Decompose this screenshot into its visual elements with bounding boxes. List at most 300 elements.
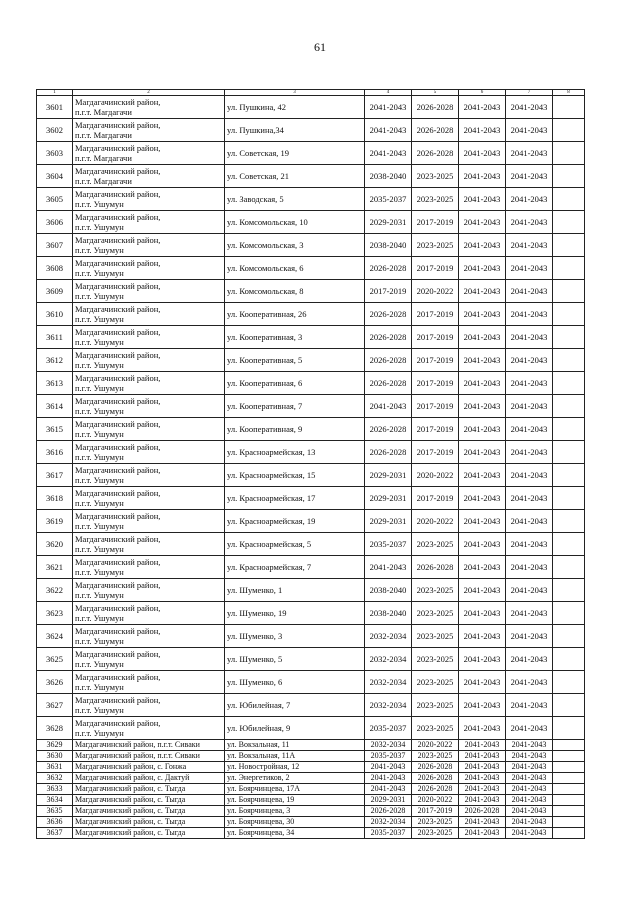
period-cell: 2029-2031 — [365, 510, 412, 533]
period-cell: 2029-2031 — [365, 795, 412, 806]
row-number: 3629 — [37, 740, 73, 751]
row-number: 3634 — [37, 795, 73, 806]
address-cell — [73, 671, 225, 694]
period-cell: 2041-2043 — [506, 773, 553, 784]
period-cell: 2041-2043 — [506, 211, 553, 234]
address-cell — [73, 165, 225, 188]
table-row — [37, 326, 585, 349]
settlement-name: п.г.т. Ушумун — [75, 475, 124, 485]
street-address: ул. Пушкина,34 — [225, 119, 365, 142]
period-cell: 2023-2025 — [412, 579, 459, 602]
period-cell: 2023-2025 — [412, 671, 459, 694]
street-address: ул. Пушкина, 42 — [225, 96, 365, 119]
period-cell: 2041-2043 — [459, 142, 506, 165]
period-cell: 2038-2040 — [365, 602, 412, 625]
district-name: Магдагачинский район, — [75, 396, 161, 406]
period-cell: 2041-2043 — [506, 372, 553, 395]
street-address: ул. Юбилейная, 9 — [225, 717, 365, 740]
period-cell: 2041-2043 — [365, 556, 412, 579]
period-cell — [553, 142, 585, 165]
period-cell — [553, 464, 585, 487]
period-cell: 2023-2025 — [412, 694, 459, 717]
table-row — [37, 510, 585, 533]
period-cell: 2041-2043 — [459, 165, 506, 188]
street-address: ул. Красноармейская, 5 — [225, 533, 365, 556]
street-address: ул. Советская, 21 — [225, 165, 365, 188]
period-cell: 2041-2043 — [506, 510, 553, 533]
period-cell — [553, 806, 585, 817]
period-cell: 2041-2043 — [506, 533, 553, 556]
period-cell: 2041-2043 — [459, 602, 506, 625]
period-cell: 2041-2043 — [506, 751, 553, 762]
period-cell: 2041-2043 — [459, 828, 506, 839]
address-cell — [73, 211, 225, 234]
period-cell: 2023-2025 — [412, 234, 459, 257]
period-cell: 2041-2043 — [459, 234, 506, 257]
district-name: Магдагачинский район, — [75, 120, 161, 130]
settlement-name: п.г.т. Ушумун — [75, 268, 124, 278]
period-cell: 2041-2043 — [459, 441, 506, 464]
period-cell: 2041-2043 — [365, 762, 412, 773]
period-cell: 2041-2043 — [506, 694, 553, 717]
table-row — [37, 372, 585, 395]
period-cell: 2041-2043 — [506, 257, 553, 280]
period-cell: 2023-2025 — [412, 648, 459, 671]
period-cell — [553, 648, 585, 671]
row-number: 3636 — [37, 817, 73, 828]
street-address: ул. Комсомольская, 6 — [225, 257, 365, 280]
street-address: ул. Шуменко, 1 — [225, 579, 365, 602]
table-row — [37, 165, 585, 188]
period-cell: 2029-2031 — [365, 487, 412, 510]
period-cell: 2041-2043 — [459, 751, 506, 762]
settlement-name: п.г.т. Ушумун — [75, 383, 124, 393]
period-cell: 2041-2043 — [506, 96, 553, 119]
period-cell — [553, 234, 585, 257]
district-name: Магдагачинский район, — [75, 235, 161, 245]
table-row — [37, 784, 585, 795]
period-cell: 2032-2034 — [365, 817, 412, 828]
period-cell: 2023-2025 — [412, 533, 459, 556]
address-cell — [73, 257, 225, 280]
period-cell: 2017-2019 — [412, 372, 459, 395]
period-cell: 2026-2028 — [412, 556, 459, 579]
settlement-name: п.г.т. Ушумун — [75, 705, 124, 715]
settlement-name: п.г.т. Ушумун — [75, 682, 124, 692]
row-number: 3618 — [37, 487, 73, 510]
period-cell: 2035-2037 — [365, 828, 412, 839]
row-number: 3606 — [37, 211, 73, 234]
address-cell — [73, 556, 225, 579]
period-cell — [553, 188, 585, 211]
settlement-name: п.г.т. Ушумун — [75, 590, 124, 600]
period-cell: 2035-2037 — [365, 533, 412, 556]
period-cell: 2017-2019 — [412, 257, 459, 280]
period-cell: 2026-2028 — [365, 806, 412, 817]
period-cell: 2041-2043 — [365, 395, 412, 418]
table-row — [37, 762, 585, 773]
period-cell — [553, 694, 585, 717]
period-cell: 2041-2043 — [506, 625, 553, 648]
period-cell: 2020-2022 — [412, 510, 459, 533]
period-cell — [553, 349, 585, 372]
address-cell — [73, 142, 225, 165]
street-address: ул. Шуменко, 5 — [225, 648, 365, 671]
table-row — [37, 795, 585, 806]
period-cell: 2038-2040 — [365, 579, 412, 602]
row-number: 3613 — [37, 372, 73, 395]
period-cell: 2041-2043 — [459, 625, 506, 648]
period-cell: 2023-2025 — [412, 751, 459, 762]
settlement-name: п.г.т. Ушумун — [75, 452, 124, 462]
address-cell — [73, 372, 225, 395]
period-cell: 2023-2025 — [412, 817, 459, 828]
row-number: 3605 — [37, 188, 73, 211]
column-number: 1 — [37, 90, 73, 96]
period-cell — [553, 303, 585, 326]
column-number: 6 — [459, 90, 506, 96]
period-cell: 2041-2043 — [459, 762, 506, 773]
row-number: 3628 — [37, 717, 73, 740]
period-cell: 2017-2019 — [412, 418, 459, 441]
settlement-name: п.г.т. Ушумун — [75, 521, 124, 531]
period-cell: 2041-2043 — [506, 165, 553, 188]
column-number: 4 — [365, 90, 412, 96]
period-cell — [553, 740, 585, 751]
street-address: ул. Кооперативная, 6 — [225, 372, 365, 395]
period-cell: 2041-2043 — [506, 188, 553, 211]
district-name: Магдагачинский район, — [75, 189, 161, 199]
period-cell: 2017-2019 — [412, 211, 459, 234]
settlement-name: п.г.т. Магдагачи — [75, 153, 132, 163]
period-cell — [553, 372, 585, 395]
settlement-name: п.г.т. Ушумун — [75, 245, 124, 255]
period-cell — [553, 257, 585, 280]
period-cell: 2041-2043 — [459, 671, 506, 694]
period-cell — [553, 487, 585, 510]
settlement-name: п.г.т. Ушумун — [75, 360, 124, 370]
street-address: ул. Красноармейская, 15 — [225, 464, 365, 487]
table-row — [37, 806, 585, 817]
settlement-name: п.г.т. Ушумун — [75, 406, 124, 416]
period-cell: 2041-2043 — [506, 784, 553, 795]
column-number: 5 — [412, 90, 459, 96]
period-cell: 2017-2019 — [412, 395, 459, 418]
period-cell: 2041-2043 — [459, 773, 506, 784]
table-row — [37, 625, 585, 648]
street-address: ул. Красноармейская, 19 — [225, 510, 365, 533]
row-number: 3619 — [37, 510, 73, 533]
settlement-name: п.г.т. Магдагачи — [75, 176, 132, 186]
street-address: ул. Кооперативная, 26 — [225, 303, 365, 326]
period-cell: 2041-2043 — [506, 556, 553, 579]
period-cell: 2041-2043 — [506, 648, 553, 671]
row-number: 3635 — [37, 806, 73, 817]
street-address: ул. Красноармейская, 7 — [225, 556, 365, 579]
period-cell: 2041-2043 — [506, 234, 553, 257]
settlement-name: п.г.т. Ушумун — [75, 337, 124, 347]
table-row — [37, 96, 585, 119]
district-name: Магдагачинский район, — [75, 557, 161, 567]
period-cell: 2026-2028 — [412, 142, 459, 165]
district-name: Магдагачинский район, — [75, 97, 161, 107]
table-row — [37, 828, 585, 839]
period-cell — [553, 533, 585, 556]
row-number: 3616 — [37, 441, 73, 464]
settlement-name: п.г.т. Ушумун — [75, 199, 124, 209]
period-cell: 2038-2040 — [365, 165, 412, 188]
street-address: ул. Комсомольская, 8 — [225, 280, 365, 303]
period-cell: 2023-2025 — [412, 188, 459, 211]
district-name: Магдагачинский район, — [75, 327, 161, 337]
district-name: Магдагачинский район, — [75, 442, 161, 452]
period-cell: 2026-2028 — [365, 418, 412, 441]
period-cell — [553, 165, 585, 188]
period-cell: 2041-2043 — [459, 717, 506, 740]
period-cell — [553, 510, 585, 533]
settlement-name: п.г.т. Ушумун — [75, 728, 124, 738]
period-cell: 2035-2037 — [365, 188, 412, 211]
period-cell: 2041-2043 — [459, 487, 506, 510]
row-number: 3620 — [37, 533, 73, 556]
street-address: ул. Красноармейская, 17 — [225, 487, 365, 510]
period-cell: 2035-2037 — [365, 751, 412, 762]
address-cell — [73, 418, 225, 441]
row-number: 3602 — [37, 119, 73, 142]
street-address: ул. Боярчинцева, 34 — [225, 828, 365, 839]
address-cell — [73, 234, 225, 257]
period-cell — [553, 773, 585, 784]
row-number: 3622 — [37, 579, 73, 602]
address-cell — [73, 625, 225, 648]
table-row — [37, 817, 585, 828]
settlement-name: п.г.т. Ушумун — [75, 314, 124, 324]
settlement-name: п.г.т. Магдагачи — [75, 107, 132, 117]
period-cell: 2041-2043 — [506, 464, 553, 487]
period-cell: 2026-2028 — [412, 762, 459, 773]
address-cell — [73, 648, 225, 671]
district-name: Магдагачинский район, — [75, 718, 161, 728]
district-name: Магдагачинский район, — [75, 626, 161, 636]
street-address: ул. Энергетиков, 2 — [225, 773, 365, 784]
period-cell: 2041-2043 — [459, 349, 506, 372]
period-cell: 2041-2043 — [506, 119, 553, 142]
period-cell: 2026-2028 — [365, 257, 412, 280]
table-row — [37, 694, 585, 717]
address-cell: Магдагачинский район, с. Тыгда — [73, 828, 225, 839]
address-cell — [73, 533, 225, 556]
period-cell — [553, 717, 585, 740]
period-cell: 2041-2043 — [459, 280, 506, 303]
district-name: Магдагачинский район, — [75, 465, 161, 475]
table-row — [37, 119, 585, 142]
period-cell: 2026-2028 — [365, 441, 412, 464]
period-cell: 2041-2043 — [506, 602, 553, 625]
period-cell: 2041-2043 — [459, 418, 506, 441]
period-cell: 2041-2043 — [506, 326, 553, 349]
period-cell: 2041-2043 — [365, 96, 412, 119]
district-name: Магдагачинский район, — [75, 511, 161, 521]
period-cell: 2023-2025 — [412, 602, 459, 625]
period-cell: 2041-2043 — [459, 188, 506, 211]
period-cell — [553, 817, 585, 828]
column-number: 7 — [506, 90, 553, 96]
settlement-name: п.г.т. Ушумун — [75, 544, 124, 554]
row-number: 3608 — [37, 257, 73, 280]
period-cell: 2041-2043 — [459, 784, 506, 795]
district-name: Магдагачинский район, — [75, 212, 161, 222]
address-cell — [73, 694, 225, 717]
district-name: Магдагачинский район, — [75, 258, 161, 268]
table-row — [37, 211, 585, 234]
period-cell — [553, 211, 585, 234]
street-address: ул. Красноармейская, 13 — [225, 441, 365, 464]
address-cell — [73, 119, 225, 142]
address-cell — [73, 441, 225, 464]
period-cell: 2041-2043 — [459, 510, 506, 533]
period-cell: 2041-2043 — [506, 142, 553, 165]
street-address: ул. Заводская, 5 — [225, 188, 365, 211]
row-number: 3633 — [37, 784, 73, 795]
period-cell: 2038-2040 — [365, 234, 412, 257]
row-number: 3617 — [37, 464, 73, 487]
row-number: 3626 — [37, 671, 73, 694]
address-cell — [73, 602, 225, 625]
period-cell — [553, 625, 585, 648]
period-cell: 2041-2043 — [506, 671, 553, 694]
period-cell: 2023-2025 — [412, 717, 459, 740]
period-cell: 2032-2034 — [365, 625, 412, 648]
period-cell: 2041-2043 — [459, 96, 506, 119]
district-name: Магдагачинский район, — [75, 488, 161, 498]
column-number: 3 — [225, 90, 365, 96]
period-cell: 2041-2043 — [459, 211, 506, 234]
period-cell — [553, 556, 585, 579]
period-cell: 2026-2028 — [365, 349, 412, 372]
table-row — [37, 280, 585, 303]
street-address: ул. Юбилейная, 7 — [225, 694, 365, 717]
table-row — [37, 441, 585, 464]
row-number: 3632 — [37, 773, 73, 784]
period-cell: 2041-2043 — [459, 303, 506, 326]
street-address: ул. Комсомольская, 10 — [225, 211, 365, 234]
table-body — [37, 90, 585, 839]
settlement-name: п.г.т. Ушумун — [75, 498, 124, 508]
street-address: ул. Вокзальная, 11А — [225, 751, 365, 762]
period-cell: 2041-2043 — [459, 533, 506, 556]
street-address: ул. Боярчинцева, 17А — [225, 784, 365, 795]
row-number: 3610 — [37, 303, 73, 326]
district-name: Магдагачинский район, — [75, 534, 161, 544]
table-row — [37, 717, 585, 740]
period-cell: 2017-2019 — [412, 349, 459, 372]
address-cell — [73, 579, 225, 602]
period-cell: 2032-2034 — [365, 740, 412, 751]
period-cell: 2035-2037 — [365, 717, 412, 740]
table-row — [37, 349, 585, 372]
district-name: Магдагачинский район, — [75, 649, 161, 659]
period-cell: 2041-2043 — [459, 648, 506, 671]
address-cell — [73, 326, 225, 349]
period-cell: 2041-2043 — [459, 817, 506, 828]
period-cell: 2017-2019 — [412, 441, 459, 464]
period-cell: 2017-2019 — [365, 280, 412, 303]
period-cell: 2026-2028 — [412, 773, 459, 784]
address-cell: Магдагачинский район, с. Гонжа — [73, 762, 225, 773]
period-cell: 2041-2043 — [506, 717, 553, 740]
street-address: ул. Боярчинцева, 19 — [225, 795, 365, 806]
table-row — [37, 751, 585, 762]
period-cell: 2041-2043 — [459, 326, 506, 349]
period-cell: 2026-2028 — [412, 96, 459, 119]
table-row — [37, 740, 585, 751]
street-address: ул. Вокзальная, 11 — [225, 740, 365, 751]
street-address: ул. Шуменко, 3 — [225, 625, 365, 648]
table-row — [37, 533, 585, 556]
street-address: ул. Советская, 19 — [225, 142, 365, 165]
street-address: ул. Боярчинцева, 30 — [225, 817, 365, 828]
period-cell: 2041-2043 — [459, 372, 506, 395]
period-cell — [553, 441, 585, 464]
address-cell — [73, 349, 225, 372]
table-row — [37, 257, 585, 280]
period-cell: 2032-2034 — [365, 694, 412, 717]
address-cell — [73, 96, 225, 119]
address-cell: Магдагачинский район, с. Дактуй — [73, 773, 225, 784]
row-number: 3611 — [37, 326, 73, 349]
period-cell: 2041-2043 — [506, 817, 553, 828]
address-cell — [73, 487, 225, 510]
settlement-name: п.г.т. Ушумун — [75, 613, 124, 623]
table-row — [37, 671, 585, 694]
period-cell: 2032-2034 — [365, 671, 412, 694]
row-number: 3624 — [37, 625, 73, 648]
row-number: 3627 — [37, 694, 73, 717]
period-cell: 2032-2034 — [365, 648, 412, 671]
period-cell: 2041-2043 — [365, 773, 412, 784]
table-row — [37, 487, 585, 510]
period-cell — [553, 671, 585, 694]
row-number: 3637 — [37, 828, 73, 839]
column-number: 8 — [553, 90, 585, 96]
period-cell: 2041-2043 — [506, 762, 553, 773]
period-cell: 2041-2043 — [506, 806, 553, 817]
period-cell: 2017-2019 — [412, 303, 459, 326]
settlement-name: п.г.т. Ушумун — [75, 567, 124, 577]
column-number: 2 — [73, 90, 225, 96]
row-number: 3607 — [37, 234, 73, 257]
row-number: 3625 — [37, 648, 73, 671]
period-cell — [553, 119, 585, 142]
district-name: Магдагачинский район, — [75, 143, 161, 153]
period-cell: 2041-2043 — [365, 119, 412, 142]
street-address: ул. Кооперативная, 3 — [225, 326, 365, 349]
table-row — [37, 579, 585, 602]
row-number: 3615 — [37, 418, 73, 441]
address-cell — [73, 280, 225, 303]
period-cell: 2026-2028 — [365, 372, 412, 395]
period-cell: 2017-2019 — [412, 326, 459, 349]
row-number: 3614 — [37, 395, 73, 418]
period-cell — [553, 795, 585, 806]
period-cell: 2029-2031 — [365, 464, 412, 487]
row-number: 3621 — [37, 556, 73, 579]
period-cell: 2041-2043 — [459, 464, 506, 487]
period-cell: 2017-2019 — [412, 487, 459, 510]
address-cell: Магдагачинский район, п.г.т. Сиваки — [73, 740, 225, 751]
period-cell: 2026-2028 — [459, 806, 506, 817]
row-number: 3601 — [37, 96, 73, 119]
